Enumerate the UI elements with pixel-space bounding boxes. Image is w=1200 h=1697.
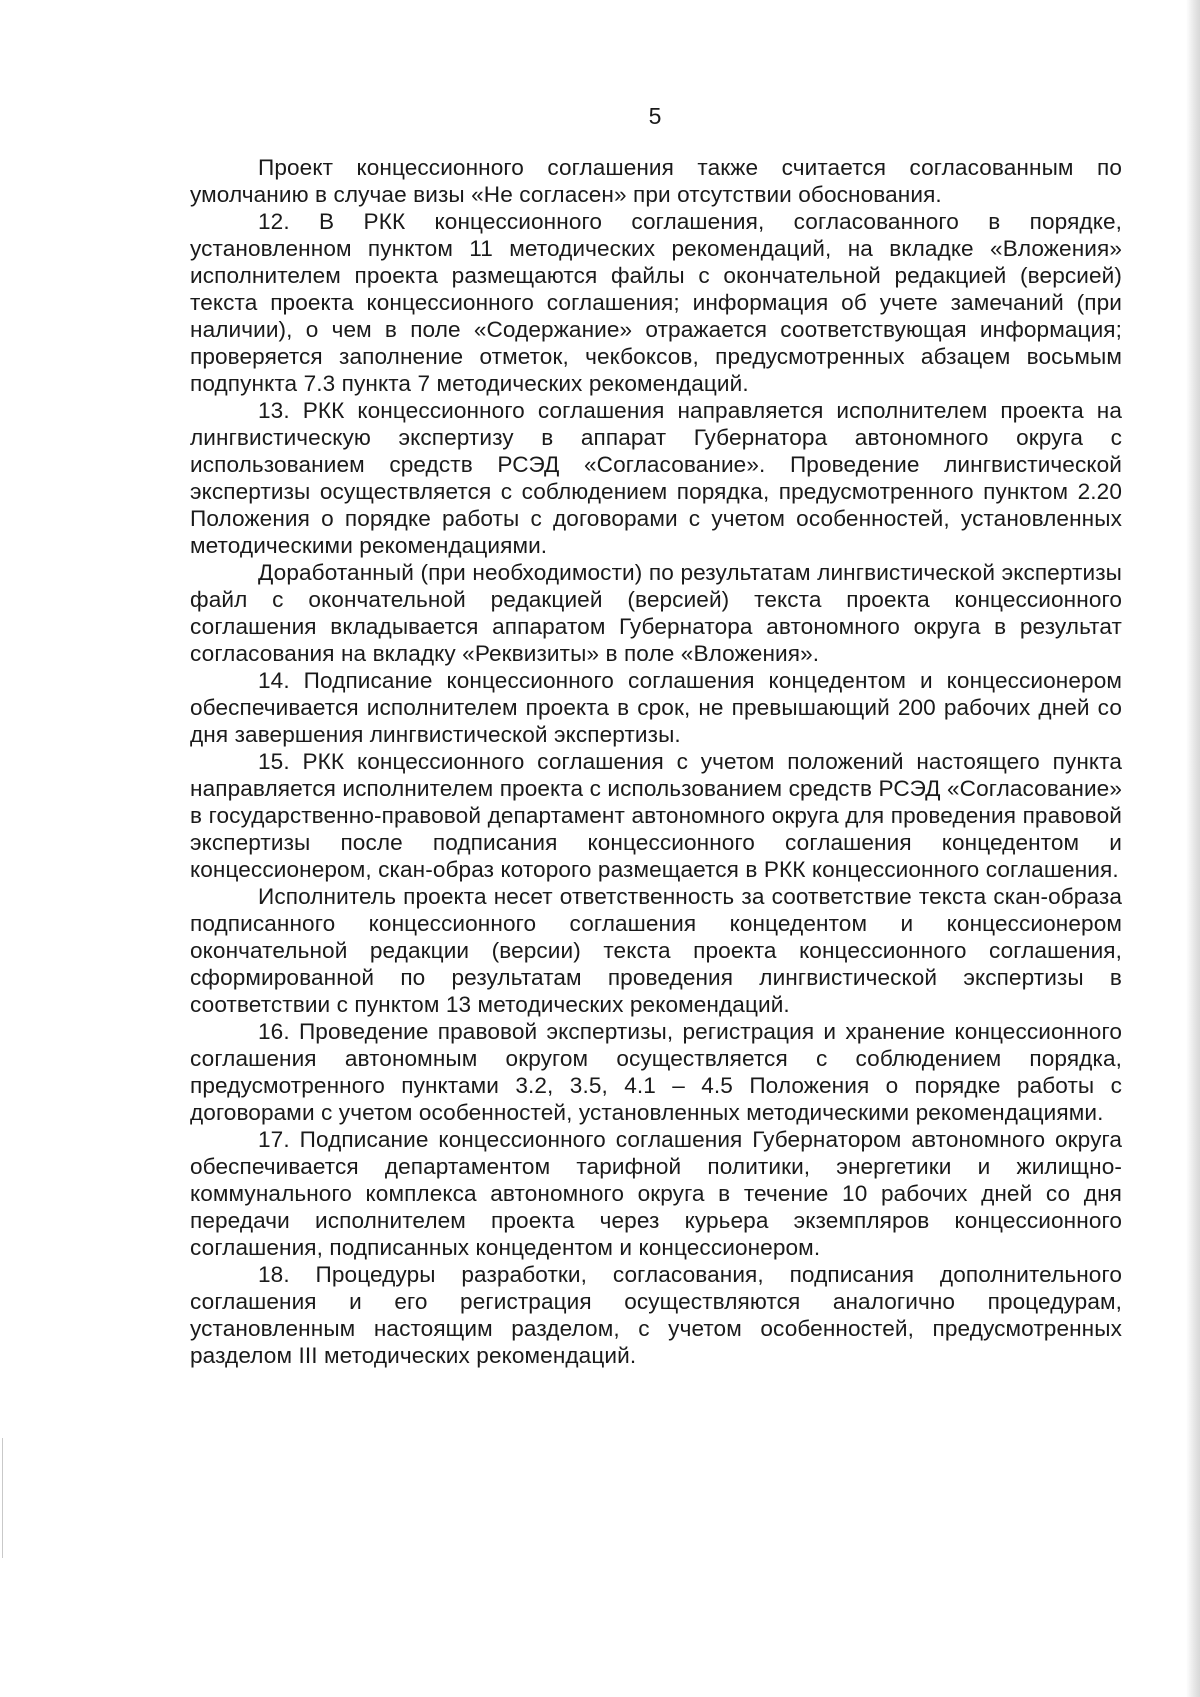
paragraph-item-15: 15. РКК концессионного соглашения с учетом положений настоящего пункта направляется исполнителем проекта с использованием средств РСЭД «Согласование» в государственно-правовой департамент автономного округа для проведения правовой экспертизы после подписания концессионного соглашения концедентом и концессионером, скан-образ которого размещается в РКК концессионного соглашения. [190, 749, 1122, 882]
paragraph-item-16: 16. Проведение правовой экспертизы, регистрация и хранение концессионного соглашения автономным округом осуществляется с соблюдением порядка, предусмотренного пунктами 3.2, 3.5, 4.1 – 4.5 Положения о порядке работы с договорами с учетом особенностей, установленных методическими рекомендациями. [190, 1019, 1122, 1125]
paragraph-item-15-responsibility: Исполнитель проекта несет ответственность за соответствие текста скан-образа подписанного концессионного соглашения концедентом и концессионером окончательной редакции (версии) текста проекта концессионного соглашения, сформированной по результатам проведения лингвистической экспертизы в соответствии с пунктом 13 методических рекомендаций. [190, 884, 1122, 1017]
paragraph-item-14: 14. Подписание концессионного соглашения концедентом и концессионером обеспечивается исполнителем проекта в срок, не превышающий 200 рабочих дней со дня завершения лингвистической экспертизы. [190, 668, 1122, 747]
paragraph-default-approval: Проект концессионного соглашения также считается согласованным по умолчанию в случае визы «Не согласен» при отсутствии обоснования. [190, 155, 1122, 207]
paragraph-item-12: 12. В РКК концессионного соглашения, согласованного в порядке, установленном пунктом 11 методических рекомендаций, на вкладке «Вложения» исполнителем проекта размещаются файлы с окончательной редакцией (версией) текста проекта концессионного соглашения; информация об учете замечаний (при наличии), о чем в поле «Содержание» отражается соответствующая информация; проверяется заполнение отметок, чекбоксов, предусмотренных абзацем восьмым подпункта 7.3 пункта 7 методических рекомендаций. [190, 209, 1122, 396]
paragraph-item-13-revision: Доработанный (при необходимости) по результатам лингвистической экспертизы файл с окончательной редакцией (версией) текста проекта концессионного соглашения вкладывается аппаратом Губернатора автономного округа в результат согласования на вкладку «Реквизиты» в поле «Вложения». [190, 560, 1122, 666]
paragraph-item-18: 18. Процедуры разработки, согласования, подписания дополнительного соглашения и его регистрация осуществляются аналогично процедурам, установленным настоящим разделом, с учетом особенностей, предусмотренных разделом III методических рекомендаций. [190, 1262, 1122, 1368]
scan-margin-mark [2, 1438, 3, 1558]
page-number: 5 [648, 103, 662, 129]
paragraph-item-13: 13. РКК концессионного соглашения направляется исполнителем проекта на лингвистическую экспертизу в аппарат Губернатора автономного округа с использованием средств РСЭД «Согласование». Проведение лингвистической экспертизы осуществляется с соблюдением порядка, предусмотренного пунктом 2.20 Положения о порядке работы с договорами с учетом особенностей, установленных методическими рекомендациями. [190, 398, 1122, 558]
page-edge-shadow [1186, 0, 1200, 1697]
paragraph-item-17: 17. Подписание концессионного соглашения Губернатором автономного округа обеспечивается департаментом тарифной политики, энергетики и жилищно-коммунального комплекса автономного округа в течение 10 рабочих дней со дня передачи исполнителем проекта через курьера экземпляров концессионного соглашения, подписанных концедентом и концессионером. [190, 1127, 1122, 1260]
document-body [190, 154, 1122, 1369]
